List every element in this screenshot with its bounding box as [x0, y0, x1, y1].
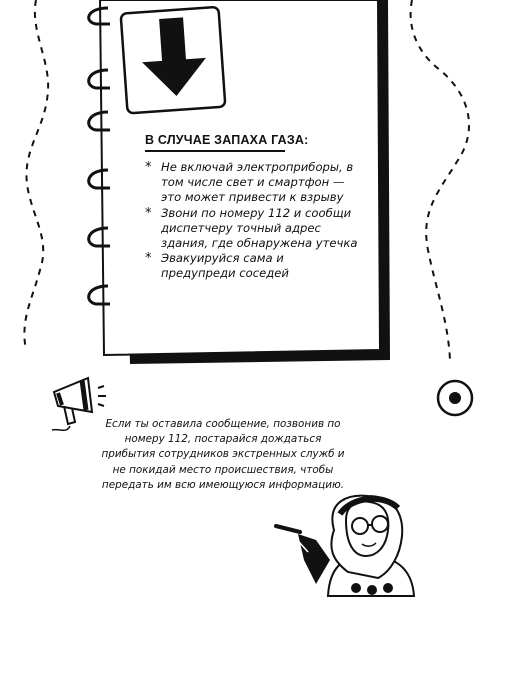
emergency-note: Если ты оставила сообщение, позвонив по номеру 112, постарайся дождаться прибытия сотрудников экстренных служб и не покидай место происшествия, чтобы передать им всю имеющуюся информацию.: [101, 418, 345, 491]
tip-text: Не включай электроприборы, в том числе свет и смартфон — это может привести к взрыву: [161, 160, 354, 205]
star-bullet: *: [145, 160, 152, 175]
dashed-path-left: [24, 0, 48, 350]
tip-item: [145, 160, 360, 206]
heading-underline: [145, 150, 285, 152]
star-bullet: *: [145, 205, 152, 221]
tips-list: [145, 160, 360, 282]
tip-text: Эвакуируйся сама и предупреди соседей: [161, 251, 289, 281]
woman-pointing-illustration: [276, 496, 414, 596]
dashed-path-right: [411, 0, 469, 360]
arrow-card: [121, 7, 226, 114]
tip-item: [145, 206, 360, 252]
card-heading: В СЛУЧАЕ ЗАПАХА ГАЗА:: [145, 133, 309, 147]
star-bullet: *: [145, 251, 152, 267]
target-icon: [438, 381, 472, 415]
tip-text: Звони по номеру 112 и сообщи диспетчеру точный адрес здания, где обнаружена утечка: [161, 205, 358, 251]
tip-item: [145, 251, 360, 281]
